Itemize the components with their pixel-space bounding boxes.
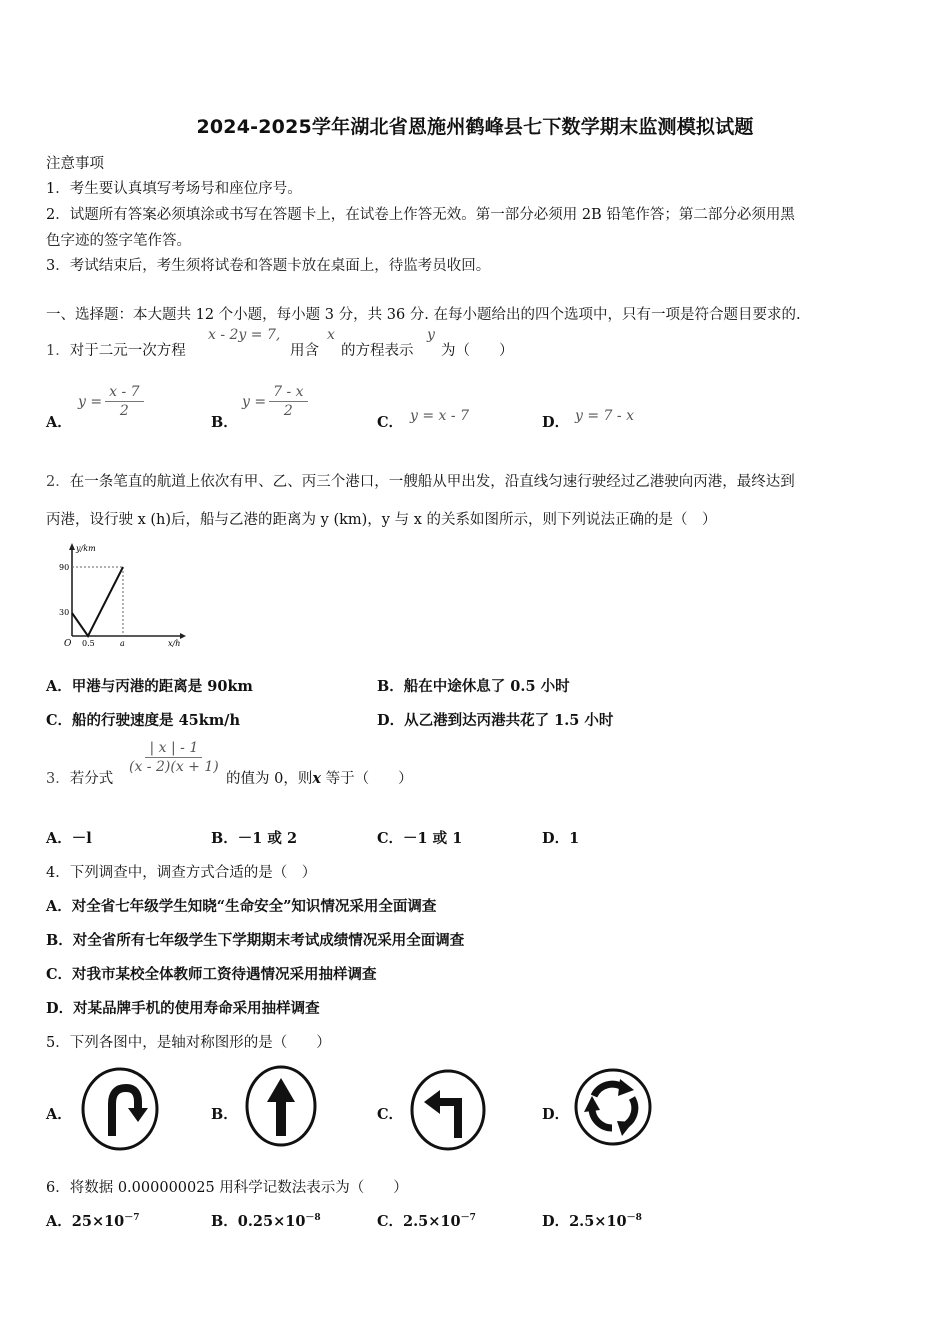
- q4-option-d: D．对某品牌手机的使用寿命采用抽样调查: [46, 1000, 320, 1017]
- y-axis-arrow: [69, 543, 75, 550]
- tick-x-0.5: 0.5: [82, 639, 95, 648]
- stem-text: 的值为 0，则: [226, 771, 313, 787]
- option-a-label: A．: [46, 414, 72, 431]
- q2-option-d: D．从乙港到达丙港共花了 1.5 小时: [377, 712, 614, 729]
- page-title: 2024-2025学年湖北省恩施州鹤峰县七下数学期末监测模拟试题: [196, 116, 754, 138]
- roundabout-sign-icon: [572, 1066, 654, 1148]
- option-b-label: B．: [211, 414, 238, 431]
- option-a-expr: [78, 384, 147, 419]
- option-label: C．: [377, 1213, 404, 1230]
- q3-option-b: B．－1 或 2: [211, 830, 298, 847]
- notice-item: 2．试题所有答案必须填涂或书写在答题卡上，在试卷上作答无效。第一部分必须用 2B 铅笔作答；第二部分必须用黑: [46, 207, 795, 223]
- fraction-expr: [122, 740, 226, 775]
- distance-time-graph: [56, 540, 186, 650]
- question-1-stem: [46, 339, 186, 360]
- option-b-expr: [242, 384, 311, 419]
- tick-y-90: 90: [59, 563, 70, 572]
- option-label: B．: [211, 1213, 238, 1230]
- question-number: 2．: [46, 474, 70, 490]
- stem-text: 对于二元一次方程: [69, 343, 186, 359]
- equation: x - 2y = 7,: [208, 327, 281, 343]
- section-heading: 一、选择题：本大题共 12 个小题，每小题 3 分，共 36 分. 在每小题给出的四个选项中，只有一项是符合题目要求的.: [46, 307, 801, 323]
- frac-numerator: | x | - 1: [145, 740, 202, 758]
- variable: x: [312, 770, 321, 787]
- q6-option-d: [542, 1210, 642, 1231]
- q6-option-a: [46, 1210, 140, 1231]
- option-base: 25×10: [71, 1213, 125, 1230]
- stem-text: 若分式: [69, 771, 114, 787]
- x-axis-arrow: [180, 633, 186, 639]
- frac-numerator: x - 7: [105, 384, 143, 402]
- u-turn-sign-icon: [78, 1066, 162, 1152]
- q2-option-b: B．船在中途休息了 0.5 小时: [377, 678, 570, 695]
- q6-option-c: [377, 1210, 476, 1231]
- question-3-tail: [226, 767, 413, 788]
- option-label: D．: [542, 1213, 570, 1230]
- question-number: 1．: [46, 343, 70, 359]
- question-2-line1: [46, 470, 795, 491]
- option-base: 0.25×10: [237, 1213, 306, 1230]
- x-axis-label: x/h: [168, 639, 181, 648]
- q5-option-c-label: C．: [377, 1106, 404, 1123]
- notice-item: 色字迹的签字笔作答。: [46, 233, 191, 249]
- y-axis-label: y/km: [76, 544, 96, 553]
- q3-option-a: A．－l: [46, 830, 92, 847]
- option-base: 2.5×10: [403, 1213, 461, 1230]
- frac-numerator: 7 - x: [269, 384, 307, 402]
- question-2-line2: 丙港，设行驶 x (h)后，船与乙港的距离为 y (km)，y 与 x 的关系如图所示，则下列说法正确的是（ ）: [46, 512, 717, 528]
- left-turn-sign-icon: [408, 1068, 488, 1152]
- notice-item: 1．考生要认真填写考场号和座位序号。: [46, 181, 302, 197]
- distance-series-line: [72, 567, 123, 636]
- question-number: 3．: [46, 771, 70, 787]
- option-exponent: －7: [460, 1213, 476, 1224]
- q2-option-c: C．船的行驶速度是 45km/h: [46, 712, 240, 729]
- option-c-expr: y = x - 7: [410, 408, 469, 424]
- variable: x: [327, 327, 335, 343]
- frac-denominator: 2: [283, 403, 293, 419]
- option-d-label: D．: [542, 414, 570, 431]
- option-label: A．: [46, 1213, 72, 1230]
- q2-option-a: A．甲港与丙港的距离是 90km: [46, 678, 253, 695]
- notice-heading: 注意事项: [46, 156, 104, 172]
- q5-option-d-label: D．: [542, 1106, 570, 1123]
- q4-option-b: B．对全省所有七年级学生下学期期末考试成绩情况采用全面调查: [46, 932, 465, 949]
- option-exponent: －8: [626, 1213, 642, 1224]
- q3-option-d: D．1: [542, 830, 580, 847]
- option-d-expr: y = 7 - x: [575, 408, 634, 424]
- stem-text: 等于（ ）: [325, 771, 413, 787]
- question-4-stem: 4．下列调查中，调查方式合适的是（ ）: [46, 865, 317, 881]
- option-exponent: －8: [305, 1213, 321, 1224]
- stem-text: 的方程表示: [341, 343, 414, 359]
- option-c-label: C．: [377, 414, 404, 431]
- up-arrow-sign-icon: [243, 1064, 319, 1148]
- q4-option-c: C．对我市某校全体教师工资待遇情况采用抽样调查: [46, 966, 377, 983]
- q5-option-a-label: A．: [46, 1106, 72, 1123]
- question-5-stem: 5．下列各图中，是轴对称图形的是（ ）: [46, 1035, 331, 1051]
- tick-x-a: a: [120, 639, 125, 648]
- origin-label: O: [64, 639, 72, 649]
- expr-lhs: y =: [78, 393, 103, 410]
- stem-text: 用含: [290, 343, 319, 359]
- q5-option-b-label: B．: [211, 1106, 238, 1123]
- frac-denominator: (x - 2)(x + 1): [129, 759, 219, 775]
- expr-lhs: y =: [242, 393, 267, 410]
- variable: y: [427, 327, 435, 343]
- frac-denominator: 2: [119, 403, 129, 419]
- option-base: 2.5×10: [569, 1213, 627, 1230]
- q4-option-a: A．对全省七年级学生知晓“生命安全”知识情况采用全面调查: [46, 898, 437, 915]
- q3-option-c: C．－1 或 1: [377, 830, 463, 847]
- question-6-stem: 6．将数据 0.000000025 用科学记数法表示为（ ）: [46, 1180, 408, 1196]
- tick-y-30: 30: [59, 608, 70, 617]
- stem-text: 在一条笔直的航道上依次有甲、乙、丙三个港口，一艘船从甲出发，沿直线匀速行驶经过乙港驶向丙港，最终达到: [69, 474, 795, 490]
- notice-item: 3．考试结束后，考生须将试卷和答题卡放在桌面上，待监考员收回。: [46, 258, 491, 274]
- q6-option-b: [211, 1210, 321, 1231]
- question-3-stem: [46, 767, 113, 788]
- option-exponent: －7: [124, 1213, 140, 1224]
- stem-text: 为（ ）: [441, 343, 514, 359]
